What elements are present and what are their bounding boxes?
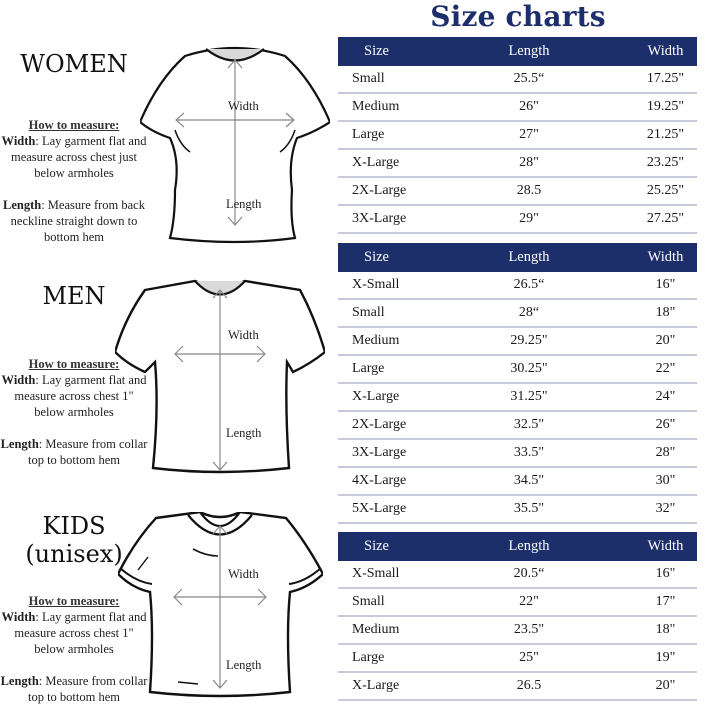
cell-width: 20" (594, 327, 697, 355)
kids-heading-line2: (unisex) (25, 540, 123, 568)
cell-length: 23.5" (464, 616, 594, 644)
men-shirt-diagram (115, 278, 325, 478)
cell-size: Medium (338, 93, 464, 121)
cell-size: X-Large (338, 383, 464, 411)
cell-size: Small (338, 66, 464, 93)
how-to-heading: How to measure: (28, 594, 120, 608)
table-row (338, 561, 697, 588)
cell-width: 30" (594, 467, 697, 495)
table-row (338, 177, 697, 205)
table-row (338, 327, 697, 355)
cell-size: 2X-Large (338, 411, 464, 439)
kids-shirt-diagram (118, 512, 323, 702)
cell-size: Large (338, 644, 464, 672)
cell-length: 29" (464, 205, 594, 233)
table-row (338, 299, 697, 327)
table-row (338, 495, 697, 523)
women-how-to-measure (0, 117, 148, 245)
table-row (338, 411, 697, 439)
table-row (338, 383, 697, 411)
cell-width: 16" (594, 561, 697, 588)
kids-tshirt-icon (118, 512, 323, 702)
women-tshirt-icon (140, 40, 330, 245)
table-header-row (338, 37, 697, 66)
cell-width: 20" (594, 672, 697, 700)
col-header-length: Length (464, 37, 594, 66)
col-header-length: Length (464, 243, 594, 272)
cell-size: 2X-Large (338, 177, 464, 205)
table-header-row (338, 243, 697, 272)
table-row (338, 672, 697, 700)
table-row (338, 93, 697, 121)
cell-length: 26.5“ (464, 272, 594, 299)
width-label: Width (1, 373, 36, 387)
cell-length: 25" (464, 644, 594, 672)
cell-length: 33.5" (464, 439, 594, 467)
cell-width: 16" (594, 272, 697, 299)
table-row (338, 149, 697, 177)
women-size-table (338, 37, 697, 234)
cell-length: 31.25" (464, 383, 594, 411)
table-row (338, 355, 697, 383)
table-row (338, 439, 697, 467)
cell-width: 18" (594, 616, 697, 644)
cell-length: 22" (464, 588, 594, 616)
col-header-width: Width (594, 37, 697, 66)
cell-size: 4X-Large (338, 467, 464, 495)
diagram-length-label: Length (226, 197, 262, 211)
cell-width: 19" (594, 644, 697, 672)
length-label: Length (0, 437, 39, 451)
men-tshirt-icon (115, 278, 325, 478)
cell-length: 27" (464, 121, 594, 149)
cell-length: 20.5“ (464, 561, 594, 588)
kids-heading-line1: KIDS (42, 512, 106, 540)
cell-width: 24" (594, 383, 697, 411)
table-row (338, 644, 697, 672)
cell-size: Medium (338, 616, 464, 644)
page-title: Size charts (430, 0, 606, 33)
cell-width: 26" (594, 411, 697, 439)
cell-length: 29.25" (464, 327, 594, 355)
cell-width: 28" (594, 439, 697, 467)
table-row (338, 272, 697, 299)
diagram-length-label: Length (226, 658, 262, 672)
length-label: Length (3, 198, 42, 212)
cell-length: 32.5" (464, 411, 594, 439)
col-header-length: Length (464, 532, 594, 561)
table-header-row (338, 532, 697, 561)
cell-width: 25.25" (594, 177, 697, 205)
col-header-size: Size (338, 243, 464, 272)
women-shirt-diagram (140, 40, 330, 245)
cell-size: 3X-Large (338, 439, 464, 467)
cell-length: 28“ (464, 299, 594, 327)
men-size-table (338, 243, 697, 524)
cell-size: X-Small (338, 272, 464, 299)
cell-size: Medium (338, 327, 464, 355)
cell-length: 28" (464, 149, 594, 177)
men-heading: MEN (42, 282, 106, 310)
cell-width: 27.25" (594, 205, 697, 233)
cell-length: 26" (464, 93, 594, 121)
cell-size: Small (338, 588, 464, 616)
table-row (338, 121, 697, 149)
cell-width: 19.25" (594, 93, 697, 121)
cell-length: 30.25" (464, 355, 594, 383)
diagram-length-label: Length (226, 426, 262, 440)
kids-size-table (338, 532, 697, 701)
cell-length: 25.5“ (464, 66, 594, 93)
cell-length: 34.5" (464, 467, 594, 495)
width-label: Width (1, 134, 36, 148)
women-heading: WOMEN (20, 50, 128, 78)
col-header-size: Size (338, 37, 464, 66)
cell-width: 23.25" (594, 149, 697, 177)
col-header-size: Size (338, 532, 464, 561)
cell-width: 18" (594, 299, 697, 327)
cell-length: 28.5 (464, 177, 594, 205)
cell-width: 17.25" (594, 66, 697, 93)
cell-size: 5X-Large (338, 495, 464, 523)
table-row (338, 588, 697, 616)
col-header-width: Width (594, 243, 697, 272)
cell-width: 32" (594, 495, 697, 523)
width-instructions: : Lay garment flat and measure across chest 1" below armholes (14, 610, 147, 656)
length-instructions: : Measure from collar top to bottom hem (27, 437, 148, 467)
cell-size: Small (338, 299, 464, 327)
cell-width: 22" (594, 355, 697, 383)
table-row (338, 205, 697, 233)
cell-size: 3X-Large (338, 205, 464, 233)
cell-width: 17" (594, 588, 697, 616)
col-header-width: Width (594, 532, 697, 561)
cell-size: Large (338, 121, 464, 149)
cell-size: X-Small (338, 561, 464, 588)
how-to-heading: How to measure: (28, 118, 120, 132)
cell-size: X-Large (338, 149, 464, 177)
length-label: Length (0, 674, 39, 688)
table-row (338, 66, 697, 93)
table-row (338, 616, 697, 644)
cell-size: X-Large (338, 672, 464, 700)
cell-length: 26.5 (464, 672, 594, 700)
diagram-width-label: Width (228, 99, 259, 113)
table-row (338, 467, 697, 495)
length-instructions: : Measure from collar top to bottom hem (27, 674, 148, 704)
diagram-width-label: Width (228, 328, 259, 342)
cell-width: 21.25" (594, 121, 697, 149)
how-to-heading: How to measure: (28, 357, 120, 371)
width-label: Width (1, 610, 36, 624)
width-instructions: : Lay garment flat and measure across chest 1" below armholes (14, 373, 147, 419)
cell-length: 35.5" (464, 495, 594, 523)
length-instructions: : Measure from back neckline straight down to bottom hem (10, 198, 145, 244)
cell-size: Large (338, 355, 464, 383)
width-instructions: : Lay garment flat and measure across chest just below armholes (10, 134, 147, 180)
diagram-width-label: Width (228, 567, 259, 581)
